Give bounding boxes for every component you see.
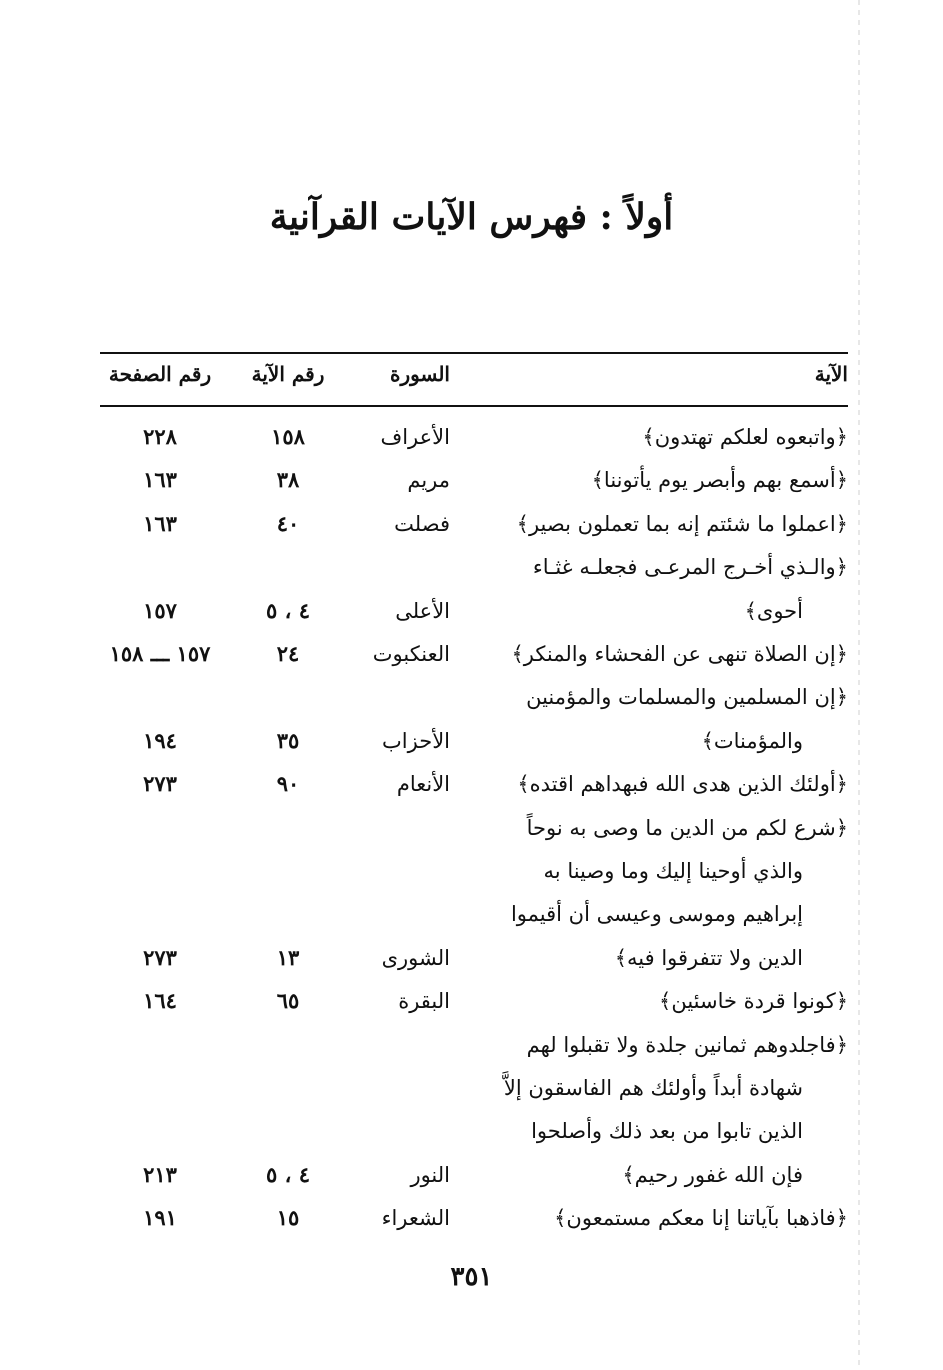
aya-number: ٢٤ [276, 641, 300, 666]
table-row [0, 1025, 943, 1065]
aya-text: ﴿فاجلدوهم ثمانين جلدة ولا تقبلوا لهم [526, 1032, 848, 1057]
sura-name: العنكبوت [372, 642, 450, 666]
aya-text: ﴿أسمع بهم وأبصر يوم يأتوننا﴾ [591, 468, 848, 493]
table-row [0, 1155, 943, 1195]
table-row [0, 1111, 943, 1151]
aya-number: ٤ ، ٥ [266, 597, 310, 623]
aya-number: ١٥٨ [271, 424, 305, 449]
page-title: أولاً : فهرس الآيات القرآنية [269, 196, 674, 238]
table-row [0, 808, 943, 848]
page-ref: ١٩١ [143, 1205, 177, 1231]
page-ref: ١٥٧ [143, 597, 177, 623]
aya-text: أحوى﴾ [744, 598, 803, 623]
table-row [0, 417, 943, 457]
aya-text: إبراهيم وموسى وعيسى أن أقيموا [510, 902, 803, 927]
aya-number: ٤ ، ٥ [266, 1161, 310, 1187]
page-ref: ٢١٣ [143, 1161, 177, 1187]
page-ref: ٢٧٣ [143, 771, 177, 797]
page-ref: ٢٢٨ [143, 424, 177, 449]
aya-text: الدين ولا تتفرقوا فيه﴾ [614, 945, 803, 970]
header-aya: الآية [814, 362, 848, 386]
table-row [0, 1198, 943, 1238]
aya-text: والمؤمنات﴾ [701, 728, 803, 753]
aya-text: ﴿والـذي أخـرج المرعـى فجعلـه غثـاء [532, 555, 848, 580]
header-sura: السورة [390, 362, 450, 386]
table-row [0, 981, 943, 1021]
aya-text: فإن الله غفور رحيم﴾ [622, 1162, 803, 1187]
table-row [0, 547, 943, 587]
aya-text: ﴿أولئك الذين هدى الله فبهداهم اقتده﴾ [517, 772, 848, 797]
sura-name: مريم [407, 468, 450, 493]
aya-text: ﴿إن الصلاة تنهى عن الفحشاء والمنكر﴾ [511, 642, 848, 666]
table-row [0, 851, 943, 891]
page-ref: ٢٧٣ [143, 944, 177, 970]
aya-text: ﴿كونوا قردة خاسئين﴾ [659, 989, 848, 1014]
aya-text: ﴿شرع لكم من الدين ما وصى به نوحاً [526, 815, 848, 840]
aya-text: الذين تابوا من بعد ذلك وأصلحوا [531, 1119, 803, 1144]
aya-text: ﴿إن المسلمين والمسلمات والمؤمنين [526, 685, 848, 710]
aya-number: ٣٥ [276, 727, 300, 753]
sura-name: الأحزاب [382, 728, 450, 753]
page-ref: ١٦٣ [143, 467, 177, 493]
aya-number: ١٣ [276, 944, 300, 970]
page-ref: ١٥٧ ـــ ١٥٨ [109, 641, 211, 666]
page-number: ٣٥١ [450, 1262, 493, 1292]
header-page-number: رقم الصفحة [108, 362, 212, 386]
table-row [0, 591, 943, 631]
table-row [0, 938, 943, 978]
table-row [0, 764, 943, 804]
table-row [0, 1068, 943, 1108]
aya-number: ٦٥ [276, 988, 300, 1014]
aya-number: ٤٠ [276, 510, 300, 536]
sura-name: الشعراء [381, 1206, 450, 1231]
sura-name: الشورى [381, 945, 450, 970]
page-ref: ١٦٣ [143, 510, 177, 536]
page-ref: ١٩٤ [143, 727, 177, 753]
aya-number: ٩٠ [276, 771, 300, 797]
sura-name: الأنعام [396, 772, 450, 797]
sura-name: البقرة [398, 989, 450, 1014]
table-row [0, 504, 943, 544]
aya-text: شهادة أبداً وأولئك هم الفاسقون إلاَّ [503, 1076, 803, 1100]
table-row [0, 634, 943, 674]
aya-number: ٣٨ [276, 467, 300, 493]
table-row [0, 677, 943, 717]
aya-text: ﴿اعملوا ما شئتم إنه بما تعملون بصير﴾ [516, 511, 848, 536]
page-ref: ١٦٤ [143, 988, 177, 1014]
aya-text: ﴿فاذهبا بآياتنا إنا معكم مستمعون﴾ [554, 1206, 848, 1231]
table-row [0, 460, 943, 500]
sura-name: الأعراف [380, 425, 450, 449]
sura-name: الأعلى [395, 598, 450, 623]
table-row [0, 721, 943, 761]
aya-text: والذي أوحينا إليك وما وصينا به [543, 859, 803, 883]
aya-number: ١٥ [276, 1205, 300, 1231]
sura-name: النور [410, 1162, 450, 1187]
header-aya-number: رقم الآية [251, 362, 325, 386]
aya-text: ﴿واتبعوه لعلكم تهتدون﴾ [642, 425, 848, 449]
sura-name: فصلت [394, 511, 450, 536]
table-row [0, 894, 943, 934]
